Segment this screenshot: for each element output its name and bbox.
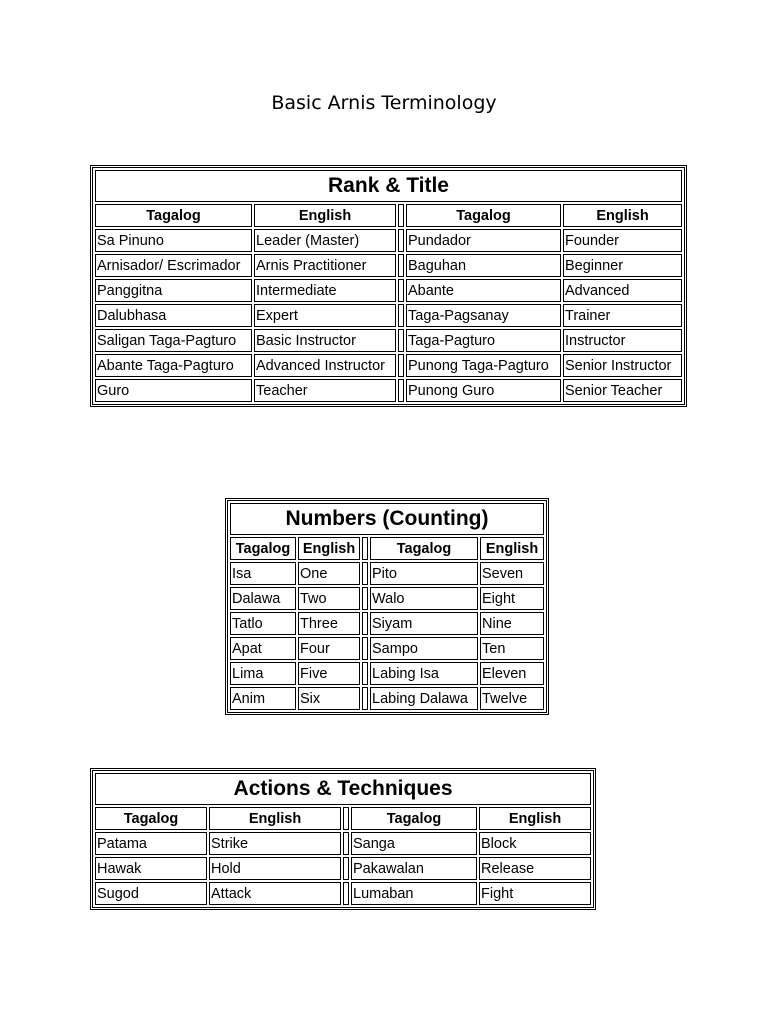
english-term-cell: Twelve [480, 687, 544, 710]
english-term-cell: Strike [209, 832, 341, 855]
tagalog-term-cell: Anim [230, 687, 296, 710]
tagalog-term-cell: Punong Taga-Pagturo [406, 354, 561, 377]
english-term-cell: Eleven [480, 662, 544, 685]
tagalog-term-cell: Guro [95, 379, 252, 402]
table-row [95, 229, 682, 252]
tagalog-term-cell: Labing Dalawa [370, 687, 478, 710]
column-divider [362, 587, 368, 610]
english-term-cell: Advanced [563, 279, 682, 302]
table-header-row [95, 204, 682, 227]
tagalog-term-cell: Siyam [370, 612, 478, 635]
tagalog-term-cell: Apat [230, 637, 296, 660]
tagalog-term-cell: Lumaban [351, 882, 477, 905]
table-title: Actions & Techniques [95, 773, 591, 805]
english-term-cell: Expert [254, 304, 396, 327]
column-header: Tagalog [370, 537, 478, 560]
english-term-cell: Instructor [563, 329, 682, 352]
tagalog-term-cell: Punong Guro [406, 379, 561, 402]
tagalog-term-cell: Arnisador/ Escrimador [95, 254, 252, 277]
table-row [230, 662, 544, 685]
table-row [95, 882, 591, 905]
table-row [95, 279, 682, 302]
tagalog-term-cell: Sampo [370, 637, 478, 660]
english-term-cell: One [298, 562, 360, 585]
column-divider [362, 537, 368, 560]
column-header: Tagalog [95, 204, 252, 227]
english-term-cell: Nine [480, 612, 544, 635]
column-header: English [209, 807, 341, 830]
table-row [95, 857, 591, 880]
tagalog-term-cell: Tatlo [230, 612, 296, 635]
column-divider [362, 562, 368, 585]
column-header: Tagalog [406, 204, 561, 227]
column-divider [343, 807, 349, 830]
table-row [230, 687, 544, 710]
english-term-cell: Hold [209, 857, 341, 880]
tagalog-term-cell: Pundador [406, 229, 561, 252]
tagalog-term-cell: Dalawa [230, 587, 296, 610]
english-term-cell: Five [298, 662, 360, 685]
tagalog-term-cell: Sanga [351, 832, 477, 855]
table-title: Rank & Title [95, 170, 682, 202]
column-header: Tagalog [230, 537, 296, 560]
table-row [95, 832, 591, 855]
table-row [230, 587, 544, 610]
table-header-row [95, 807, 591, 830]
tagalog-term-cell: Sa Pinuno [95, 229, 252, 252]
english-term-cell: Three [298, 612, 360, 635]
tagalog-term-cell: Hawak [95, 857, 207, 880]
column-header: English [563, 204, 682, 227]
column-divider [398, 204, 404, 227]
tagalog-term-cell: Pito [370, 562, 478, 585]
table-row [230, 612, 544, 635]
table-row [95, 354, 682, 377]
english-term-cell: Senior Instructor [563, 354, 682, 377]
numbers-counting-table [225, 498, 549, 715]
english-term-cell: Six [298, 687, 360, 710]
tagalog-term-cell: Taga-Pagturo [406, 329, 561, 352]
column-divider [398, 229, 404, 252]
rank-title-table [90, 165, 687, 407]
column-header: English [254, 204, 396, 227]
tagalog-term-cell: Lima [230, 662, 296, 685]
column-header: English [479, 807, 591, 830]
english-term-cell: Two [298, 587, 360, 610]
column-divider [398, 304, 404, 327]
english-term-cell: Basic Instructor [254, 329, 396, 352]
english-term-cell: Attack [209, 882, 341, 905]
column-divider [398, 329, 404, 352]
tagalog-term-cell: Taga-Pagsanay [406, 304, 561, 327]
english-term-cell: Eight [480, 587, 544, 610]
english-term-cell: Arnis Practitioner [254, 254, 396, 277]
column-header: Tagalog [95, 807, 207, 830]
tagalog-term-cell: Dalubhasa [95, 304, 252, 327]
table-row [95, 329, 682, 352]
tagalog-term-cell: Walo [370, 587, 478, 610]
table-title: Numbers (Counting) [230, 503, 544, 535]
tagalog-term-cell: Patama [95, 832, 207, 855]
english-term-cell: Senior Teacher [563, 379, 682, 402]
tagalog-term-cell: Panggitna [95, 279, 252, 302]
english-term-cell: Teacher [254, 379, 396, 402]
english-term-cell: Fight [479, 882, 591, 905]
english-term-cell: Release [479, 857, 591, 880]
english-term-cell: Intermediate [254, 279, 396, 302]
actions-techniques-table [90, 768, 596, 910]
english-term-cell: Ten [480, 637, 544, 660]
table-row [95, 304, 682, 327]
table-row [95, 379, 682, 402]
english-term-cell: Beginner [563, 254, 682, 277]
column-header: English [480, 537, 544, 560]
column-divider [343, 857, 349, 880]
table-header-row [230, 537, 544, 560]
column-header: Tagalog [351, 807, 477, 830]
column-divider [343, 882, 349, 905]
english-term-cell: Block [479, 832, 591, 855]
tagalog-term-cell: Pakawalan [351, 857, 477, 880]
column-divider [398, 379, 404, 402]
column-divider [343, 832, 349, 855]
english-term-cell: Leader (Master) [254, 229, 396, 252]
english-term-cell: Founder [563, 229, 682, 252]
tagalog-term-cell: Saligan Taga-Pagturo [95, 329, 252, 352]
table-row [230, 562, 544, 585]
tagalog-term-cell: Isa [230, 562, 296, 585]
tagalog-term-cell: Abante Taga-Pagturo [95, 354, 252, 377]
column-divider [362, 612, 368, 635]
column-divider [362, 662, 368, 685]
tagalog-term-cell: Sugod [95, 882, 207, 905]
column-divider [362, 637, 368, 660]
column-header: English [298, 537, 360, 560]
tagalog-term-cell: Abante [406, 279, 561, 302]
column-divider [398, 279, 404, 302]
column-divider [362, 687, 368, 710]
column-divider [398, 354, 404, 377]
english-term-cell: Trainer [563, 304, 682, 327]
tagalog-term-cell: Baguhan [406, 254, 561, 277]
column-divider [398, 254, 404, 277]
tagalog-term-cell: Labing Isa [370, 662, 478, 685]
document-title: Basic Arnis Terminology [271, 92, 497, 114]
english-term-cell: Four [298, 637, 360, 660]
table-row [230, 637, 544, 660]
table-row [95, 254, 682, 277]
english-term-cell: Advanced Instructor [254, 354, 396, 377]
english-term-cell: Seven [480, 562, 544, 585]
